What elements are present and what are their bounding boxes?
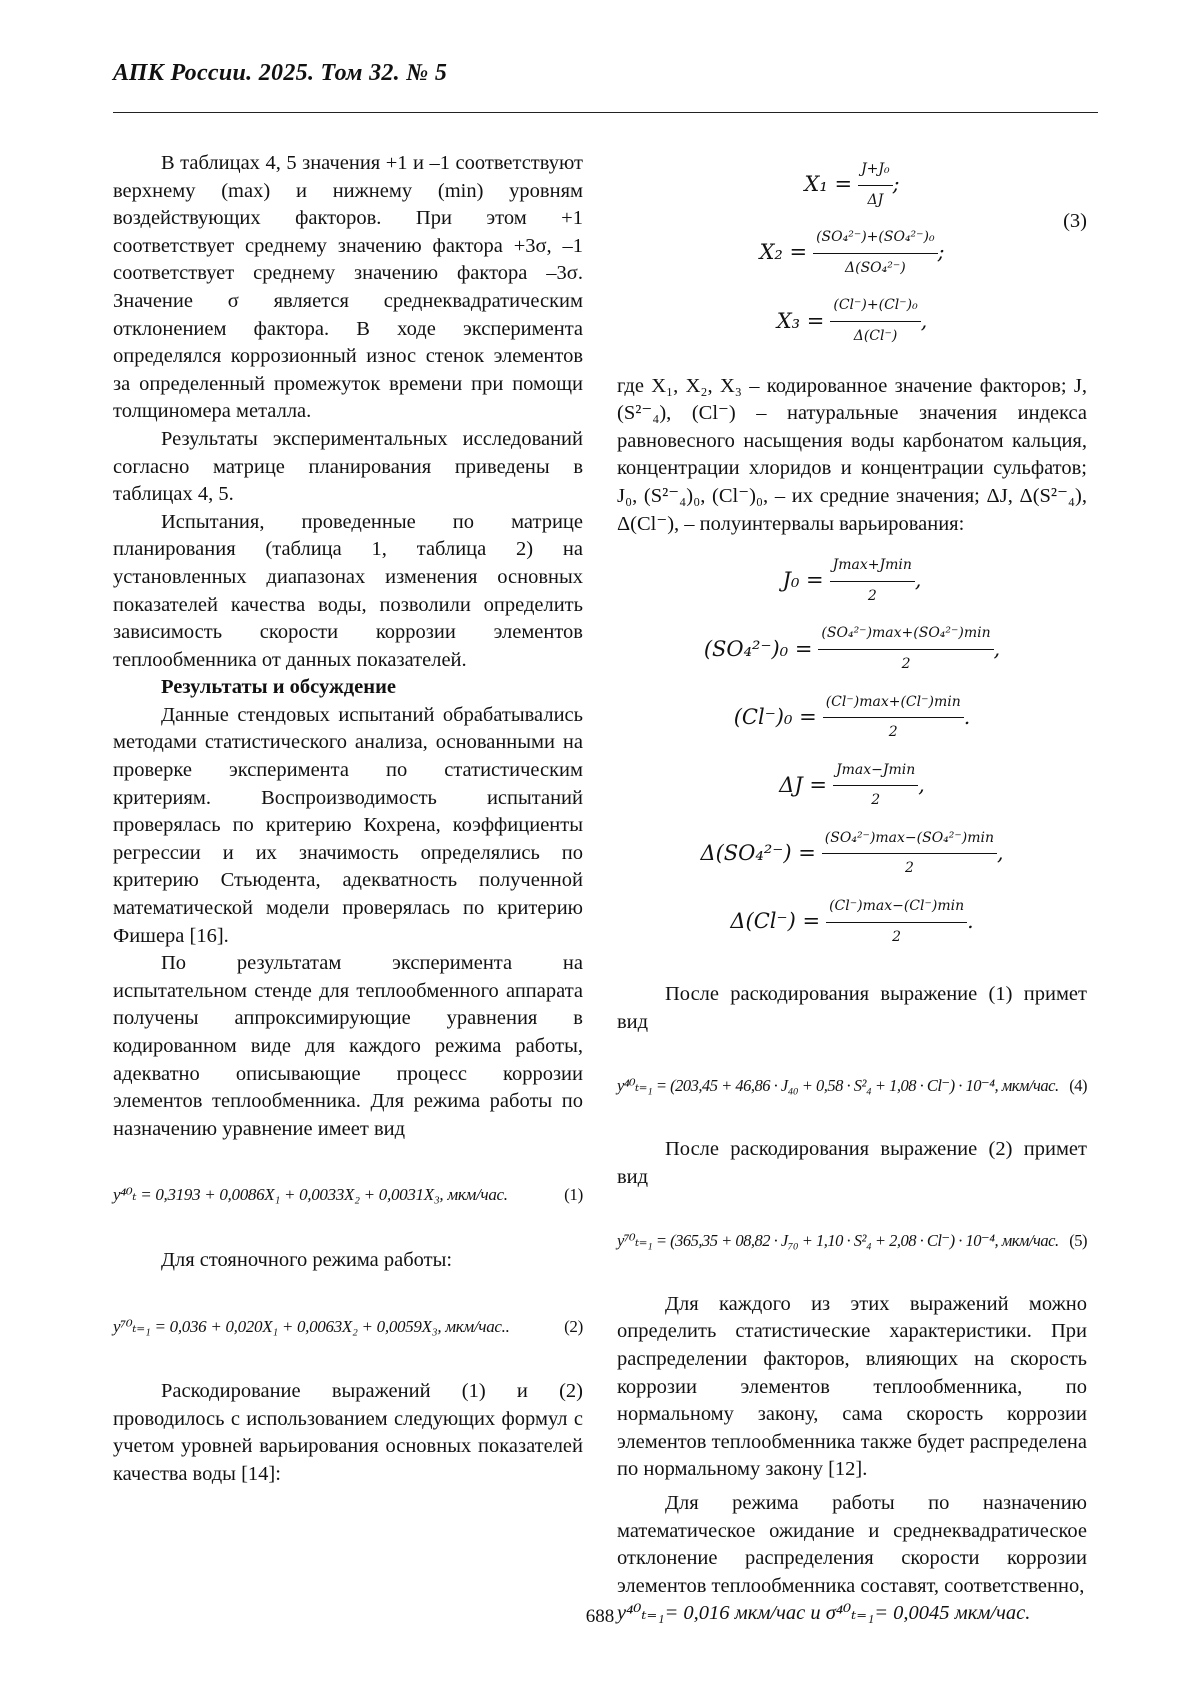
equation-5-body: y⁷⁰ₜ₌₁ = (365,35 + 08,82 · J₇₀ + 1,10 · S²₄ + 2,08 · Cl⁻) · 10⁻⁴, мкм/час. <box>617 1231 1059 1251</box>
left-paragraph-2: Результаты экспериментальных исследований согласно матрице планирования приведены в таблицах 4, 5. <box>113 427 583 506</box>
right-column <box>617 150 1087 1628</box>
formula-so4-0: (SO₄²⁻)₀ = $\frac{\text{(SO₄²⁻)max+(SO₄²⁻)min}}{2}$ , <box>617 620 1087 678</box>
formula-x1: X₁ = $\frac{\text{J+J₀}}{\Delta J}$ ; <box>617 156 1087 214</box>
equation-4-number: (4) <box>1069 1076 1087 1096</box>
right-paragraph-1: где X₁, X₂, X₃ – кодированное значение факторов; J, (S²⁻₄), (Cl⁻) – натуральные значения индекса равновесного насыщения воды карбонатом кальция, концентрации хлоридов и концентрации сульфатов; J₀, (S²⁻₄)₀, (Cl⁻)₀, – их средние значения; ΔJ, Δ(S²⁻₄), Δ(Cl⁻), – полуинтервалы варьирования: <box>617 374 1087 535</box>
equation-3-number: (3) <box>1063 210 1087 232</box>
left-paragraph-1: В таблицах 4, 5 значения +1 и –1 соответствуют верхнему (max) и нижнему (min) уровням воздействующих факторов. При этом +1 соответствует среднему значению фактора +3σ, –1 соответствует среднему значению фактора –3σ. Значение σ является среднеквадратическим отклонением фактора. В ходе эксперимента определялся коррозионный износ стенок элементов за определенный промежуток времени при помощи толщиномера металла. <box>113 152 583 423</box>
formula-delta-so4: Δ(SO₄²⁻) = $\frac{\text{(SO₄²⁻)max−(SO₄²⁻)min}}{2}$ , <box>617 825 1087 883</box>
equation-1-number: (1) <box>564 1185 583 1205</box>
definitions-block <box>617 552 1087 951</box>
right-paragraph-3: После раскодирования выражение (2) примет вид <box>617 1138 1087 1188</box>
left-paragraph-7: Раскодирование выражений (1) и (2) проводилось с использованием следующих формул с учетом уровней варьирования основных показателей качества воды [14]: <box>113 1380 583 1485</box>
equation-5-number: (5) <box>1069 1231 1087 1251</box>
formula-j0: J₀ = $\frac{Jmax+Jmin}{2}$ , <box>617 552 1087 610</box>
equation-4 <box>617 1072 1087 1100</box>
formula-delta-cl: Δ(Cl⁻) = $\frac{(Cl^-)\max-(Cl^-)\min}{2}$ . <box>617 893 1087 951</box>
header-rule <box>113 112 1098 113</box>
formula-cl-0: (Cl⁻)₀ = $\frac{(Cl^-)\max+(Cl^-)\min}{2}$ . <box>617 689 1087 747</box>
equation-2-number: (2) <box>564 1316 583 1336</box>
page-number: 688 <box>585 1606 615 1627</box>
right-paragraph-4: Для каждого из этих выражений можно определить статистические характеристики. При распределении факторов, влияющих на скорость коррозии элементов теплообменника, по нормальному закону, сама скорость коррозии элементов теплообменника также будет распределена по нормальному закону [12]. <box>617 1292 1087 1481</box>
right-paragraph-5: Для режима работы по назначению математическое ожидание и среднеквадратическое отклонение распределения скорости коррозии элементов теплообменника составят, соответственно, <box>617 1491 1087 1597</box>
equation-2 <box>113 1313 583 1341</box>
equation-4-body: y⁴⁰ₜ₌₁ = (203,45 + 46,86 · J₄₀ + 0,58 · S²₄ + 1,08 · Cl⁻) · 10⁻⁴, мкм/час. <box>617 1076 1059 1096</box>
equation-1-body: y⁴⁰ₜ = 0,3193 + 0,0086X₁ + 0,0033X₂ + 0,0031X₃, мкм/час. <box>113 1185 508 1205</box>
left-paragraph-6: Для стояночного режима работы: <box>161 1248 453 1271</box>
right-paragraph-2: После раскодирования выражение (1) примет вид <box>617 983 1087 1033</box>
left-paragraph-4: Данные стендовых испытаний обрабатывались методами статистического анализа, основанными на проверке эксперимента по статистическим критериям. Воспроизводимость испытаний проверялась по критерию Кохрена, коэффициенты регрессии и их значимость определялись по критерию Стьюдента, адекватность полученной математической модели проверялась по критерию Фишера [16]. <box>113 703 583 947</box>
formula-delta-j: ΔJ = $\frac{Jmax-Jmin}{2}$ , <box>617 757 1087 815</box>
equation-1 <box>113 1181 583 1209</box>
left-paragraph-3: Испытания, проведенные по матрице планирования (таблица 1, таблица 2) на установленных диапазонах изменения основных показателей качества воды, позволили определить зависимость скорости коррозии элементов теплообменника от данных показателей. <box>113 510 583 671</box>
formula-x2: X₂ = $\frac{\text{(SO₄²⁻)+(SO₄²⁻)₀}}{\text{Δ(SO₄²⁻)}}$ ; <box>617 224 1087 282</box>
equation-2-body: y⁷⁰ₜ₌₁ = 0,036 + 0,020X₁ + 0,0063X₂ + 0,0059X₃, мкм/час.. <box>113 1316 510 1336</box>
formula-3-block <box>617 156 1087 351</box>
left-paragraph-5: По результатам эксперимента на испытательном стенде для теплообменного аппарата получены аппроксимирующие уравнения в кодированном виде для каждого режима работы, адекватно описывающие процесс коррозии элементов теплообменника. Для режима работы по назначению уравнение имеет вид <box>113 952 583 1140</box>
equation-5 <box>617 1227 1087 1255</box>
right-paragraph-5-values: y⁴⁰ₜ₌₁= 0,016 мкм/час и σ⁴⁰ₜ₌₁= 0,0045 мкм/час. <box>617 1602 1031 1625</box>
formula-x3: X₃ = $\frac{\text{(Cl⁻)+(Cl⁻)₀}}{\Delta(Cl^-)}$ , <box>617 292 1087 350</box>
left-column <box>113 150 583 1489</box>
section-heading: Результаты и обсуждение <box>161 676 396 699</box>
journal-header: АПК России. 2025. Том 32. № 5 <box>113 60 448 86</box>
